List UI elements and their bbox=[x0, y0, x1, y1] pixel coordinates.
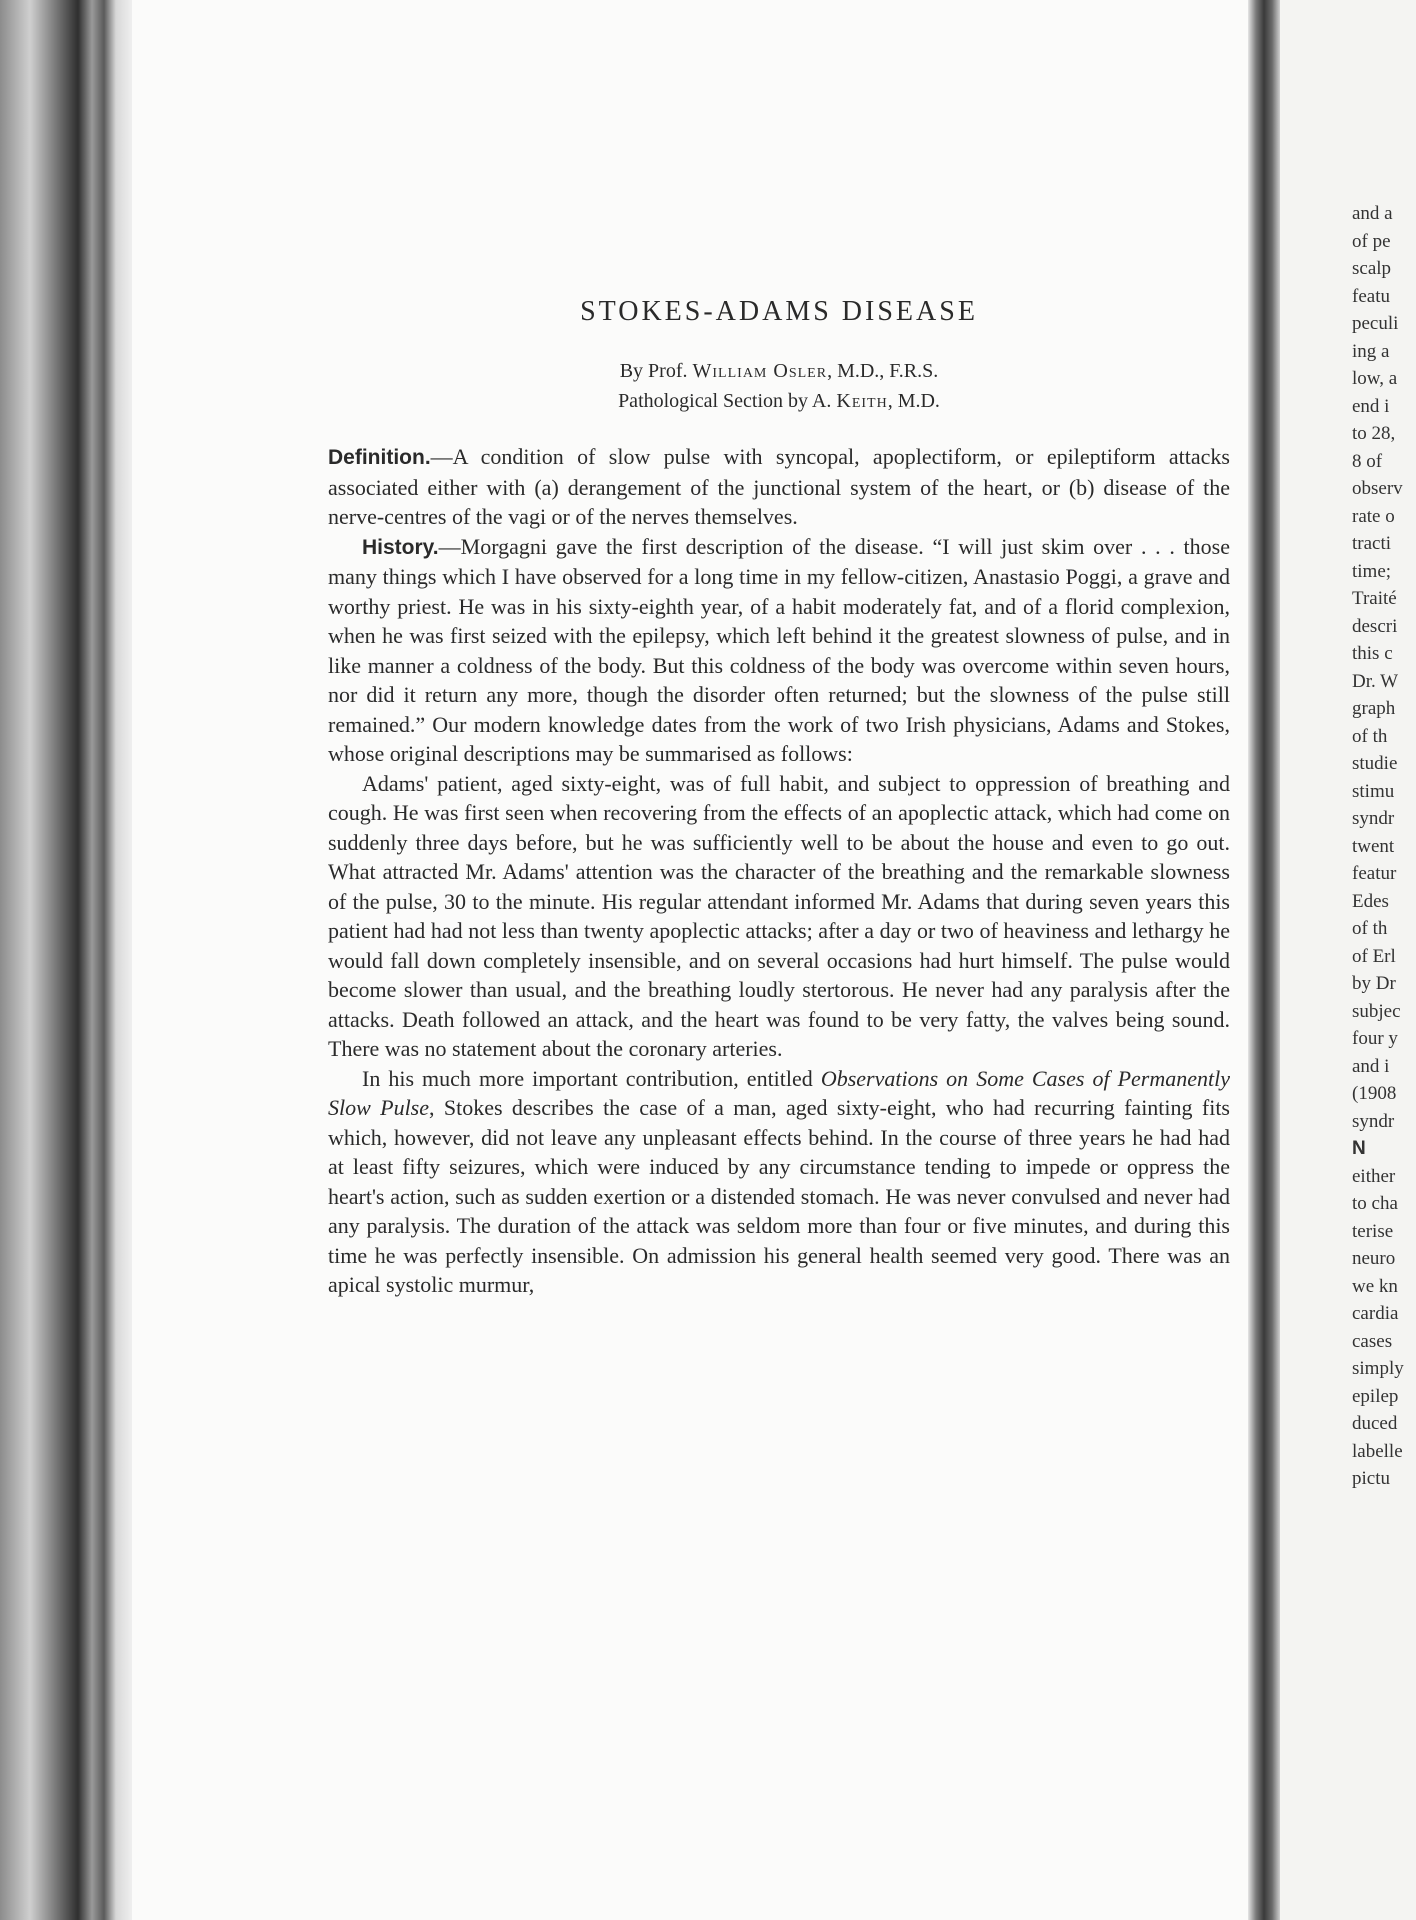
facing-page-line: simply bbox=[1352, 1358, 1404, 1379]
facing-page bbox=[1280, 0, 1416, 1920]
facing-page-line: by Dr bbox=[1352, 973, 1396, 994]
facing-page-line: twent bbox=[1352, 835, 1395, 857]
facing-page-line: neuro bbox=[1352, 1248, 1396, 1269]
stokes-text-before: In his much more important contribution, entitled bbox=[362, 1065, 821, 1091]
facing-page-line: pictu bbox=[1352, 1468, 1390, 1489]
section-prefix: Pathological Section by A. bbox=[618, 390, 832, 412]
stokes-paragraph bbox=[328, 1064, 1230, 1300]
facing-page-line: cases bbox=[1352, 1330, 1393, 1352]
history-text: —Morgagni gave the first description of the disease. “I will just skim over . . . those many things which I have observed for a long time in my fellow-citizen, Anastasio Poggi, a grave and worthy priest. He was in his sixty-eighth year, of a habit moderately fat, and of a florid complexion, when he was first seized with the epilepsy, which left behind it the greatest slowness of pulse, and in like manner a coldness of the body. But this coldness of the body was overcome within seven hours, nor did it return any more, though the disorder often returned; but the slowness of the pulse still remained.” Our modern knowledge dates from the work of two Irish physicians, Adams and Stokes, whose original descriptions may be summarised as follows: bbox=[328, 533, 1230, 766]
facing-page-line: Dr. W bbox=[1352, 670, 1399, 692]
stokes-work-title: Observations on Some Cases of Permanently Slow Pulse bbox=[328, 1065, 1230, 1120]
definition-text: —A condition of slow pulse with syncopal, apoplectiform, or epileptiform attacks associated either with (a) derangement of the junctional system of the heart, or (b) disease of the nerve-centres of the vagi or of the nerves themselves. bbox=[328, 444, 1230, 529]
facing-page-line: and a bbox=[1352, 203, 1393, 224]
author-name: William Osler bbox=[692, 360, 828, 382]
book-left-edge bbox=[0, 0, 132, 1920]
author-credentials: , M.D., F.R.S. bbox=[827, 360, 939, 382]
facing-page-line: descri bbox=[1352, 615, 1398, 637]
book-gutter bbox=[1248, 0, 1280, 1920]
article-title: STOKES-ADAMS DISEASE bbox=[580, 296, 978, 327]
facing-page-line: scalp bbox=[1352, 258, 1392, 279]
facing-page-line: graph bbox=[1352, 698, 1396, 719]
adams-paragraph: Adams' patient, aged sixty-eight, was of full habit, and subject to oppression of breathing and cough. He was first seen when recovering from the effects of an apoplectic attack, which had come on suddenly three days before, but he was sufficiently well to be about the house and even to go out. What attracted Mr. Adams' attention was the character of the breathing and the remarkable slowness of the pulse, 30 to the minute. His regular attendant informed Mr. Adams that during seven years this patient had had not less than twenty apoplectic attacks; after a day or two of heaviness and lethargy he would fall down completely insensible, and on several occasions had hurt himself. The pulse would become slower than usual, and the breathing loudly stertorous. He never had any paralysis after the attacks. Death followed an attack, and the heart was found to be very fatty, the valves being sound. There was no statement about the coronary arteries. bbox=[328, 770, 1230, 1061]
facing-page-line: this c bbox=[1352, 643, 1393, 664]
facing-page-line: of pe bbox=[1352, 230, 1391, 252]
facing-page-line: to 28, bbox=[1352, 423, 1396, 444]
facing-page-line: low, a bbox=[1352, 368, 1398, 389]
history-heading: History. bbox=[362, 535, 439, 559]
definition-heading: Definition. bbox=[328, 446, 431, 469]
facing-page-text bbox=[1352, 200, 1416, 1493]
article bbox=[328, 296, 1230, 1300]
definition-paragraph bbox=[328, 442, 1230, 532]
facing-page-line: of Erl bbox=[1352, 945, 1396, 967]
facing-page-line: epilep bbox=[1352, 1385, 1399, 1407]
facing-page-line: featur bbox=[1352, 863, 1397, 884]
facing-page-line: peculi bbox=[1352, 313, 1399, 334]
facing-page-line: end i bbox=[1352, 395, 1390, 417]
facing-page-line: of th bbox=[1352, 918, 1388, 939]
facing-page-line: 8 of bbox=[1352, 450, 1383, 472]
article-body bbox=[328, 442, 1230, 1300]
history-paragraph bbox=[328, 532, 1230, 769]
facing-page-line: tracti bbox=[1352, 533, 1392, 554]
section-author: Keith bbox=[836, 390, 888, 412]
facing-page-line: observ bbox=[1352, 478, 1403, 499]
facing-page-line: of th bbox=[1352, 725, 1388, 747]
facing-page-line: and i bbox=[1352, 1055, 1390, 1077]
facing-page-line: rate o bbox=[1352, 505, 1395, 527]
facing-page-line: Traité bbox=[1352, 588, 1397, 609]
facing-page-line: labelle bbox=[1352, 1440, 1403, 1462]
facing-page-line: featu bbox=[1352, 285, 1390, 307]
facing-page-line: to cha bbox=[1352, 1193, 1398, 1214]
facing-page-line: duced bbox=[1352, 1413, 1398, 1434]
stokes-text-after: , Stokes describes the case of a man, aged sixty-eight, who had recurring fainting fits which, however, did not leave any unpleasant effects behind. In the course of three years he had had at least fifty seizures, which were induced by any circumstance tending to impede or oppress the heart's action, such as sudden exertion or a distended stomach. He was never convulsed and never had any paralysis. The duration of the attack was seldom more than four or five minutes, and during this time he was perfectly insensible. On admission his general health seemed very good. There was an apical systolic murmur, bbox=[328, 1095, 1230, 1297]
facing-page-line: terise bbox=[1352, 1220, 1394, 1242]
facing-page-line: time; bbox=[1352, 560, 1392, 582]
facing-page-line: ing a bbox=[1352, 340, 1390, 362]
facing-page-line: we kn bbox=[1352, 1275, 1398, 1297]
facing-page-line: studie bbox=[1352, 753, 1398, 774]
facing-page-line: subjec bbox=[1352, 1000, 1401, 1022]
facing-page-line: N bbox=[1352, 1138, 1366, 1159]
section-credentials: , M.D. bbox=[887, 390, 940, 412]
facing-page-line: syndr bbox=[1352, 808, 1395, 829]
facing-page-line: syndr bbox=[1352, 1110, 1395, 1132]
byline-prefix: By Prof. bbox=[619, 360, 688, 382]
facing-page-line: (1908 bbox=[1352, 1083, 1397, 1104]
facing-page-line: stimu bbox=[1352, 780, 1395, 802]
article-byline bbox=[328, 356, 1230, 386]
facing-page-line: Edes bbox=[1352, 890, 1389, 912]
section-byline bbox=[328, 386, 1230, 416]
facing-page-line: four y bbox=[1352, 1028, 1398, 1049]
facing-page-line: cardia bbox=[1352, 1303, 1399, 1324]
facing-page-line: either bbox=[1352, 1165, 1396, 1187]
